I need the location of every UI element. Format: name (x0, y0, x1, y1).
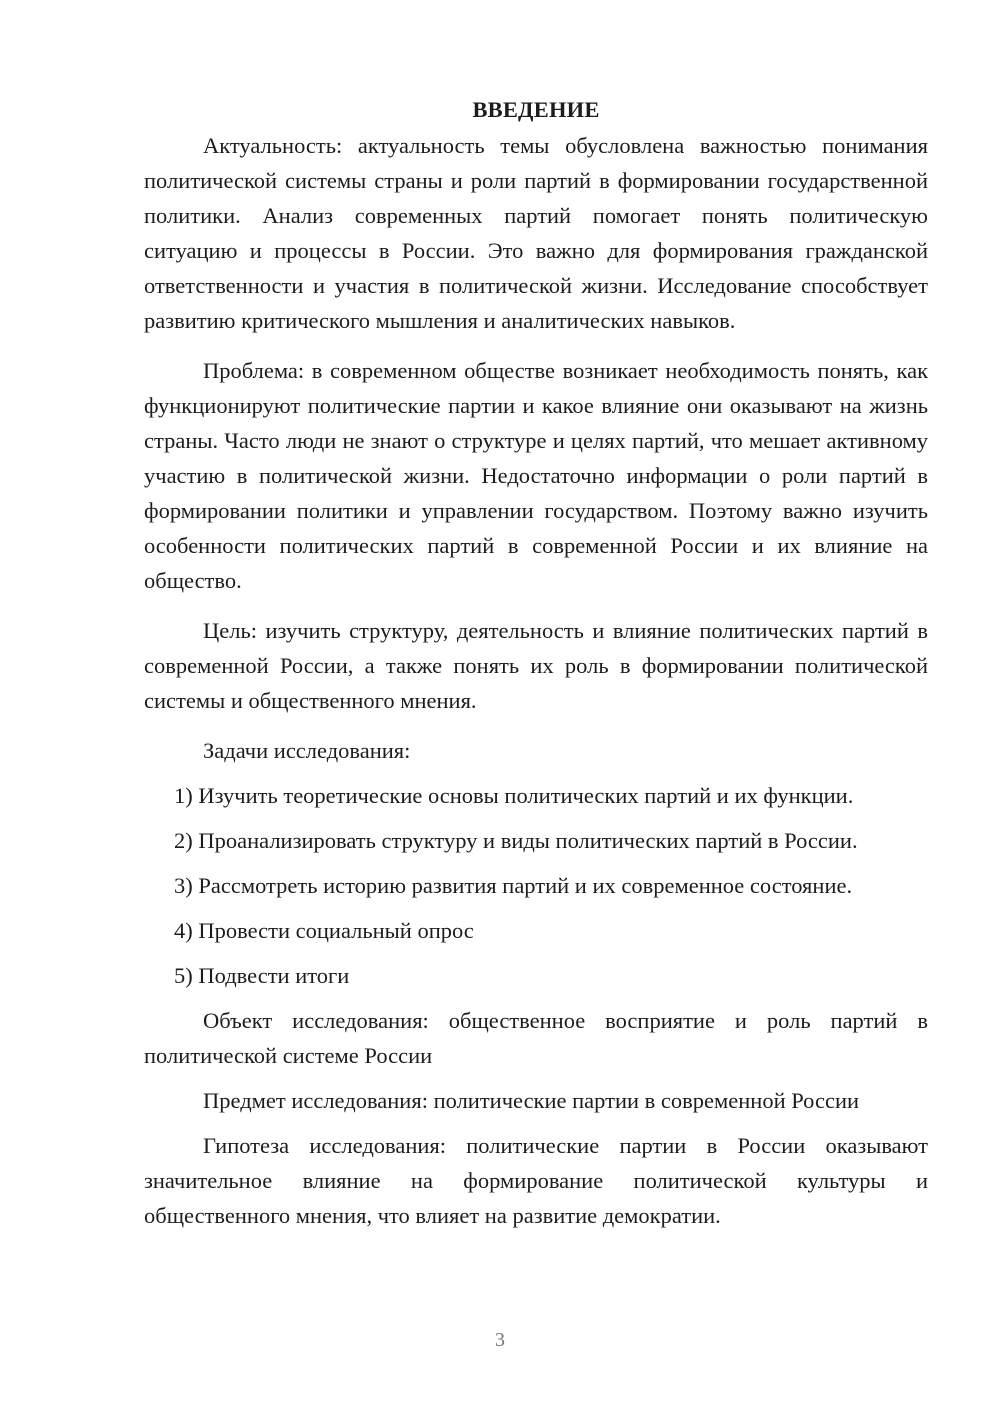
paragraph-subject: Предмет исследования: политические партии в современной России (203, 1088, 860, 1113)
task-item-5: 5) Подвести итоги (174, 963, 350, 988)
task-item-3: 3) Рассмотреть историю развития партий и их современное состояние. (174, 873, 853, 898)
paragraph-object: Объект исследования: общественное восприятие и роль партий в политической системе России (144, 1008, 928, 1068)
paragraph-goal: Цель: изучить структуру, деятельность и влияние политических партий в современной России, а также понять их роль в формировании политической системы и общественного мнения. (144, 618, 928, 713)
paragraph-hypothesis: Гипотеза исследования: политические партии в России оказывают значительное влияние на формирование политической культуры и общественного мнения, что влияет на развитие демократии. (144, 1133, 928, 1228)
paragraph-problem: Проблема: в современном обществе возникает необходимость понять, как функционируют политические партии и какое влияние они оказывают на жизнь страны. Часто люди не знают о структуре и целях партий, что мешает активному участию в политической жизни. Недостаточно информации о роли партий в формировании политики и управлении государством. Поэтому важно изучить особенности политических партий в современной России и их влияние на общество. (144, 358, 928, 593)
document-page (144, 92, 928, 1248)
task-item-4: 4) Провести социальный опрос (174, 918, 474, 943)
paragraph-relevance: Актуальность: актуальность темы обусловлена важностью понимания политической системы страны и роли партий в формировании государственной политики. Анализ современных партий помогает понять политическую ситуацию и процессы в России. Это важно для формирования гражданской ответственности и участия в политической жизни. Исследование способствует развитию критического мышления и аналитических навыков. (144, 133, 928, 333)
page-title: ВВЕДЕНИЕ (472, 97, 600, 122)
task-item-1: 1) Изучить теоретические основы политических партий и их функции. (174, 783, 854, 808)
paragraph-tasks-heading: Задачи исследования: (203, 738, 411, 763)
task-item-2: 2) Проанализировать структуру и виды политических партий в России. (174, 828, 858, 853)
page-number: 3 (495, 1329, 505, 1351)
